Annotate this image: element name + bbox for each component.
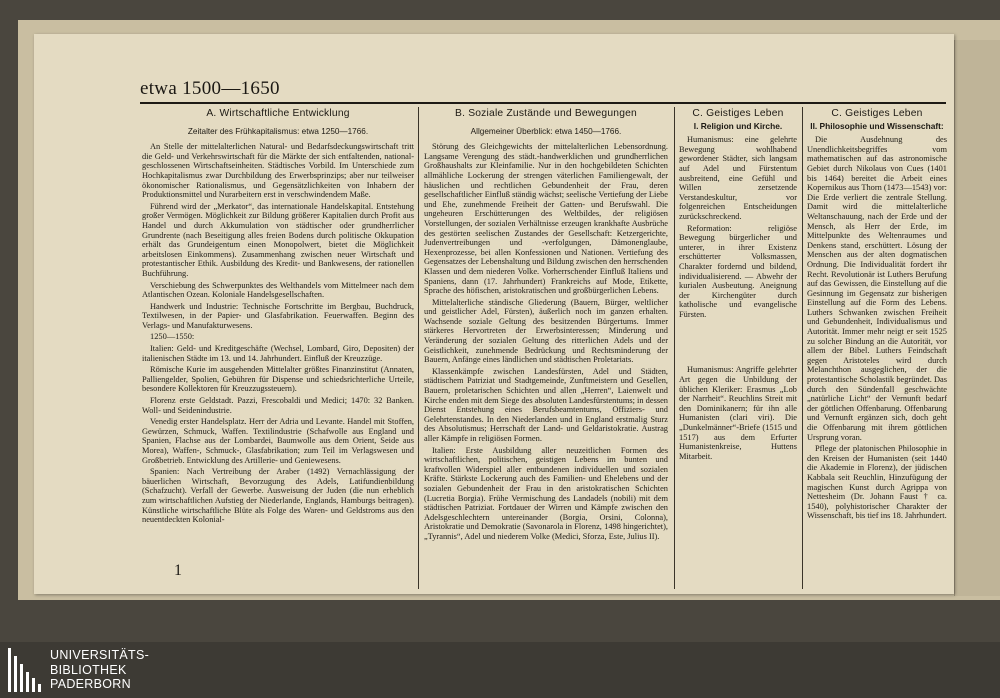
title-rule xyxy=(140,102,946,104)
column-lead: Allgemeiner Überblick: etwa 1450—1766. xyxy=(470,126,622,136)
column-divider xyxy=(802,107,803,589)
library-name-line: BIBLIOTHEK xyxy=(50,662,127,677)
column-paragraph: Die Ausdehnung des Unendlichkeitsbegriffes vom mathematischen auf das astronomische Gebiet durch Nikolaus von Cues (1401 bis 1464) bereitet die Arbeit eines Kopernikus aus Thorn (1473—1543) vor: Die Erde verliert die zentrale Stellung. Damit wird die mittelalterliche Weltanschauung, nach der Erde und der Mensch, als Herr der Erde, im Mittelpunkte des Weltenraumes und Denkens stand, erschüttert. Lösung der Menschen aus der alten dogmatischen Ordnung. Die Individualität fordert ihr Recht. Revolutionär ist Luthers Berufung auf das Gewissen, die Einstellung auf die Gesinnung im Gegensatz zur bisherigen Einstellung auf die Form des Lebens. Luthers Schwanken zwischen Freiheit und Gebundenheit, Individualismus und Autorität. Immer mehr neigt er seit 1525 zu solcher Bindung an die Autorität, vor allem der Bibel. Luthers Feindschaft gegen Aristoteles wird durch Melanchthon ausgeglichen, der die protestantische Scholastik begründet. Das durch den Sündenfall geschwächte „natürliche Licht“ der Vernunft bedarf der göttlichen Offenbarung. Offenbarung und Vernunft ergänzen sich, doch geht die Offenbarung mit ihrem göttlichen Ursprung voran. xyxy=(807,135,947,442)
facing-page-edge xyxy=(954,40,1000,596)
column-heading: A. Wirtschaftliche Entwicklung xyxy=(206,108,350,119)
column-paragraph: Spanien: Nach Vertreibung der Araber (1492) Vernachlässigung der bäuerlichen Wirtschaft, Bevorzugung des Adels, Latifundienbildung (Schafzucht). Verfall der Gewerbe. Ausweisung der Juden (die nun erheblich zum wirtschaftlichen Aufstieg der Niederlande, Englands, Hamburgs beitragen). Künstliche wirtschaftliche Blüte als Folge des Waren- und Geldstroms aus den neuentdeckten Kolonial- xyxy=(142,467,414,525)
column-paragraph: Reformation: religiöse Bewegung bürgerlicher und unterer, in ihrer Existenz erschütterter Volksmassen, Charakter fordernd und bildend, individualisierend. — Abwehr der kurialen Ausbeutung. Aneignung der Kirchengüter durch katholische und evangelische Fürsten. xyxy=(679,223,797,319)
library-logo xyxy=(8,646,308,694)
column-paragraph: An Stelle der mittelalterlichen Natural- und Bedarfsdeckungswirtschaft tritt die Geld- und Verkehrswirtschaft für die Märkte der sich entfaltenden, national-geschlossenen Wirtschaftseinheiten. Städtisches Vorbild. Im Unterschiede zum Hochkapitalismus zwar Durchbildung des Erwerbsprinzips; aber nur teilweiser ökonomischer Rationalismus, und Gegensätzlichkeiten von Inhabern der Produktionsmittel und Nurarbeitern erst in verschwindendem Maße. xyxy=(142,142,414,200)
column-economy xyxy=(142,108,414,564)
column-subheading: II. Philosophie und Wissenschaft: xyxy=(810,120,944,131)
column-heading: C. Geistiges Leben xyxy=(831,108,923,119)
column-heading: C. Geistiges Leben xyxy=(692,108,784,119)
column-paragraph: Pflege der platonischen Philosophie in den Kreisen der Humanisten (seit 1440 die Akademie in Florenz), der jüdischen Kabbala seit Reuchlin, Hinzufügung der magischen Kunst durch Agrippa von Nettesheim (Dr. Johann Faust † ca. 1540), polyhistorischer Charakter der Wissenschaft, bis tief ins 18. Jahrhundert. xyxy=(807,444,947,521)
column-lead: Zeitalter des Frühkapitalismus: etwa 1250—1766. xyxy=(187,126,369,136)
column-paragraph: Römische Kurie im ausgehenden Mittelalter größtes Finanzinstitut (Annaten, Palliengelder, Spolien, Gebühren für Dispense und schiedsrichterliche Urteile, besondere Kollektoren für Kreuzzugssteuern). xyxy=(142,365,414,394)
column-religion xyxy=(679,108,797,564)
book-page xyxy=(34,34,954,594)
column-paragraph: Florenz erste Geldstadt. Pazzi, Frescobaldi und Medici; 1470: 32 Banken. Woll- und Seidenindustrie. xyxy=(142,396,414,415)
column-divider xyxy=(418,107,419,589)
column-subheading: I. Religion und Kirche. xyxy=(693,120,783,131)
column-paragraph: Handwerk und Industrie: Technische Fortschritte im Bergbau, Buchdruck, Textilwesen, in der Papier- und Glasfabrikation. Feuerwaffen. Beginn des Verlags- und Manufakturwesens. xyxy=(142,301,414,330)
column-paragraph: 1250—1550: xyxy=(150,332,195,342)
column-paragraph: Führend wird der „Merkator“, das internationale Handelskapital. Entstehung großer Vermögen. Möglichkeit zur Bildung größerer Kapitalien durch Profit aus Handel und durch Akkumulation von städtischer oder grundherrlicher Grundrente (nach Beseitigung alles freien Bodens durch politische Okkupation erhält das Grundeigentum einen Monopolwert, bietet die Möglichkeit arbeitslosen Einkommens). Zusammenhang zwischen neuer Wirtschaft und protestantischer Ethik. Ausbildung des Kredit- und Bankwesens, der rationellen Buchführung. xyxy=(142,201,414,278)
column-paragraph: Klassenkämpfe zwischen Landesfürsten, Adel und Städten, städtischem Patriziat und Stadtgemeinde, Zunftmeistern und Gesellen, Bauern, proletarischen Schichten und allen „Herren“, Laienwelt und Kirche enden mit dem Siege des absoluten Landesfürstentums; in dessen Dienst Entstehung eines Berufsbeamtentums, Offiziers- und Gelehrtenstandes. In den Niederlanden und in England erstmalig Sturz des Absolutismus; Herrschaft der Land- und Geldaristokratie. Austrag aller Kämpfe in religiösen Formen. xyxy=(424,366,668,443)
library-name-line: UNIVERSITÄTS- xyxy=(50,648,150,662)
page-title: etwa 1500—1650 xyxy=(140,78,280,99)
column-paragraph: Störung des Gleichgewichts der mittelalterlichen Lebensordnung. Langsame Verengung des städt.-handwerklichen und grundherrlichen Großhaushalts zur Kleinfamilie. Nur in den hochgebildeten Schichten allmähliche Lockerung der strengen väterlichen Familiengewalt, der häuslichen und rechtlichen Gebundenheit der Frau, deren gesellschaftlicher Einfluß ständig wächst; seelische Vertiefung der Liebe und Ehe, zunehmende Freiheit der Gatten- und Berufswahl. Die ungeheuren Erschütterungen des Weltbildes, der religiösen Vorstellungen, der sozialen Verhältnisse erzeugen krankhafte Ausbrüche des gestörten seelischen Zustandes der Gesellschaft: Ketzergerichte, Judenvertreibungen und -verfolgungen, Dämonenglaube, Hexenprozesse, bei allen Konfessionen und Nationen. Vertiefung des Gegensatzes der Lebenshaltung und Bildung zwischen den herrschenden Klassen und dem niederen Volke. Vorherrschender Einfluß Italiens und Spaniens, dann (17. Jahrhundert) Frankreichs auf Mode, Etikette, Sprache des höfischen, aristokratischen und großbürgerlichen Lebens. xyxy=(424,142,668,296)
column-paragraph: Verschiebung des Schwerpunktes des Welthandels vom Mittelmeer nach dem Atlantischen Ozean. Koloniale Handelsgesellschaften. xyxy=(142,280,414,300)
library-logo-icon xyxy=(8,648,44,692)
column-paragraph: Mittelalterliche ständische Gliederung (Bauern, Bürger, weltlicher und geistlicher Adel, Fürsten), äußerlich noch im ganzen erhalten. Wachsende soziale Geltung des besitzenden Bürgertums. Immer stärkeres Hervortreten der Erwerbsinteressen; Minderung und Veränderung der sozialen Geltung des ritterlichen Adels und der Geistlichkeit, zunehmende Bedrückung und Rechtsminderung der Bauern, Anfänge eines ländlichen und städtischen Proletariats. xyxy=(424,297,668,365)
column-social xyxy=(424,108,668,564)
column-paragraph: Italien: Erste Ausbildung aller neuzeitlichen Formen des wirtschaftlichen, politischen, geistigen Lebens im bunten und kraftvollen Widerspiel aller entbundenen individuellen und sozialen Kräfte. Stärkste Lockerung auch des Familien- und Ehelebens und der sozialen Gebundenheit der Frau in den aristokratischen Schichten (Lucretia Borgia). Frühe Vermischung des Landadels (nobili) mit dem städtischen Patriziat. Fortdauer der Wirren und Kämpfe zwischen den Adelsgeschlechtern untereinander (Borgia, Orsini, Colonna), Aristokratie und Demokratie (Savonarola in Florenz, 1498 hingerichtet), „Tyrannis“, Adel und niederem Volke (Medici, Sforza, Este, Julius II). xyxy=(424,445,668,541)
column-divider xyxy=(674,107,675,589)
library-name-line: PADERBORN xyxy=(50,677,131,691)
page-number: 1 xyxy=(174,562,182,579)
column-paragraph: Italien: Geld- und Kreditgeschäfte (Wechsel, Lombard, Giro, Depositen) der italienischen Städte im 13. und 14. Jahrhundert. Einfluß der Kreuzzüge. xyxy=(142,344,414,363)
column-philosophy xyxy=(807,108,947,564)
column-paragraph: Humanismus: Angriffe gelehrter Art gegen die Unbildung der üblichen Kleriker: Erasmus „Lob der Narrheit“. Reuchlins Streit mit den Dominikanern; für ihn alle Humanisten (clari viri). Die „Dunkelmänner“-Briefe (1515 und 1517) aus dem Erfurter Humanistenkreise, Huttens Mitarbeit. xyxy=(679,365,797,461)
column-heading: B. Soziale Zustände und Bewegungen xyxy=(455,108,637,119)
library-name xyxy=(50,648,149,692)
column-paragraph: Humanismus: eine gelehrte Bewegung wohlhabend gewordener Städter, sich langsam auf Adel und Fürstentum ausbreitend, eine Gefühl und Willen zersetzende Verstandeskultur, vor folgenreichen Entscheidungen zurückschreckend. xyxy=(679,135,797,221)
column-paragraph: Venedig erster Handelsplatz. Herr der Adria und Levante. Handel mit Stoffen, Gewürzen, Schmuck, Waffen. Textilindustrie (Schafwolle aus England und Spanien, Flachse aus der Lombardei, Baumwolle aus dem Orient, Seide aus Morea), Waffen-, Schmuck-, Glasfabrikation; zum Teil im Verlagswesen und Großbetrieb. Entwicklung des Artillerie- und Geniewesens. xyxy=(142,417,414,465)
